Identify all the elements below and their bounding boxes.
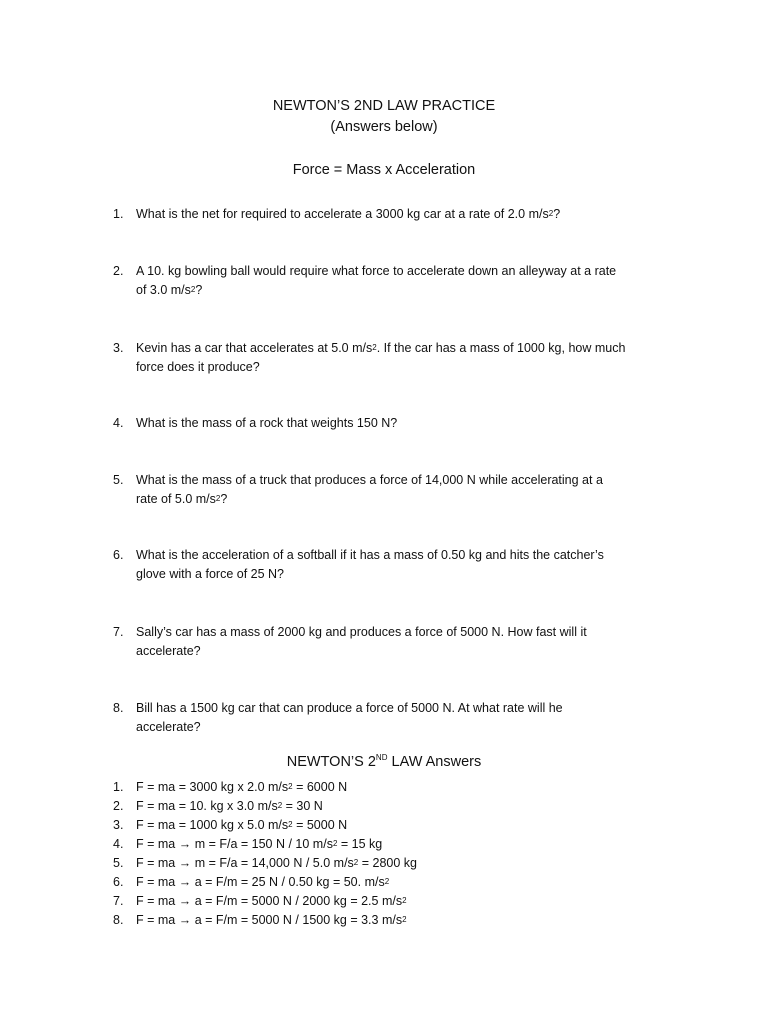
answer-number: 3. xyxy=(113,818,124,832)
question-text xyxy=(136,205,673,224)
answer-text: F = ma = 10. kg x 3.0 $m/s^2 = 30$ N xyxy=(136,799,323,813)
answers-title-pre: NEWTON’S 2 xyxy=(286,754,376,770)
question-number: 1. xyxy=(113,207,124,221)
question-line-1: Kevin has a car that accelerates at 5.0 $m/s^2$. If the car has a mass of 1000 kg, how much xyxy=(136,341,626,355)
formula-line: Force = Mass x Acceleration xyxy=(292,162,476,178)
answer-item xyxy=(113,854,633,873)
answer-number: 2. xyxy=(113,799,124,813)
question-number: 6. xyxy=(113,548,124,562)
question-number: 2. xyxy=(113,264,124,278)
question-item xyxy=(113,414,673,433)
question-line-2: glove with a force of 25 N? xyxy=(136,567,284,581)
answer-item xyxy=(113,816,633,835)
answer-text: F = ma → a = F/m = 5000 N / 2000 kg = 2.5 $m/s^2$ xyxy=(136,894,407,908)
answer-item xyxy=(113,778,633,797)
arrow-icon: → xyxy=(178,837,192,851)
question-line-2: of 3.0 $m/s^2$? xyxy=(136,283,203,297)
answer-number: 6. xyxy=(113,875,124,889)
question-line-1: What is the mass of a truck that produces a force of 14,000 N while accelerating at a xyxy=(136,473,603,487)
arrow-icon: → xyxy=(178,875,192,889)
arrow-icon: → xyxy=(178,913,192,927)
question-text xyxy=(136,471,673,509)
question-line-1: What is the acceleration of a softball if it has a mass of 0.50 kg and hits the catcher’s xyxy=(136,548,604,562)
question-text xyxy=(136,262,673,300)
question-text xyxy=(136,414,673,433)
question-item xyxy=(113,339,673,377)
question-number: 8. xyxy=(113,701,124,715)
question-number: 5. xyxy=(113,473,124,487)
answer-text: F = ma → a = F/m = 5000 N / 1500 kg = 3.3 $m/s^2$ xyxy=(136,913,407,927)
answer-number: 4. xyxy=(113,837,124,851)
question-item xyxy=(113,471,673,509)
answer-list xyxy=(113,778,633,930)
answer-item xyxy=(113,797,633,816)
question-number: 7. xyxy=(113,625,124,639)
answer-item xyxy=(113,873,633,892)
question-line-1: What is the net for required to accelerate a 3000 kg car at a rate of 2.0 $m/s^2$? xyxy=(136,207,561,221)
answer-item xyxy=(113,835,633,854)
answer-text: F = ma → m = F/a = 14,000 N / 5.0 $m/s^2 = 2800$ kg xyxy=(136,856,417,870)
page-title: NEWTON’S 2ND LAW PRACTICE xyxy=(272,98,496,114)
question-item xyxy=(113,546,673,584)
answer-text: F = ma = 3000 kg x 2.0 $m/s^2 = 6000$ N xyxy=(136,780,348,794)
question-number: 3. xyxy=(113,341,124,355)
question-line-1: What is the mass of a rock that weights 150 N? xyxy=(136,416,398,430)
answers-title-sup: ND xyxy=(375,753,388,762)
question-line-2: accelerate? xyxy=(136,720,201,734)
question-text xyxy=(136,699,673,737)
answer-number: 5. xyxy=(113,856,124,870)
question-line-1: A 10. kg bowling ball would require what force to accelerate down an alleyway at a rate xyxy=(136,264,617,278)
answer-text: F = ma = 1000 kg x 5.0 $m/s^2 = 5000$ N xyxy=(136,818,348,832)
question-text xyxy=(136,623,673,661)
question-line-2: accelerate? xyxy=(136,644,201,658)
answer-number: 8. xyxy=(113,913,124,927)
arrow-icon: → xyxy=(178,894,192,908)
question-line-2: rate of 5.0 $m/s^2$? xyxy=(136,492,228,506)
question-line-1: Sally’s car has a mass of 2000 kg and produces a force of 5000 N. How fast will it xyxy=(136,625,587,639)
question-line-2: force does it produce? xyxy=(136,360,260,374)
answer-item xyxy=(113,892,633,911)
answers-title-post: LAW Answers xyxy=(387,754,482,770)
question-item xyxy=(113,205,673,224)
answers-title xyxy=(0,754,768,770)
answer-text: F = ma → m = F/a = 150 N / 10 $m/s^2 = 15$ kg xyxy=(136,837,383,851)
question-item xyxy=(113,699,673,737)
title-block xyxy=(0,96,768,138)
question-item xyxy=(113,262,673,300)
answer-number: 7. xyxy=(113,894,124,908)
question-text xyxy=(136,546,673,584)
question-line-1: Bill has a 1500 kg car that can produce a force of 5000 N. At what rate will he xyxy=(136,701,563,715)
answer-number: 1. xyxy=(113,780,124,794)
answer-item xyxy=(113,911,633,930)
arrow-icon: → xyxy=(178,856,192,870)
page-subtitle: (Answers below) xyxy=(330,119,438,135)
question-text xyxy=(136,339,673,377)
answer-text: F = ma → a = F/m = 25 N / 0.50 kg = 50. $m/s^2$ xyxy=(136,875,390,889)
question-item xyxy=(113,623,673,661)
question-number: 4. xyxy=(113,416,124,430)
